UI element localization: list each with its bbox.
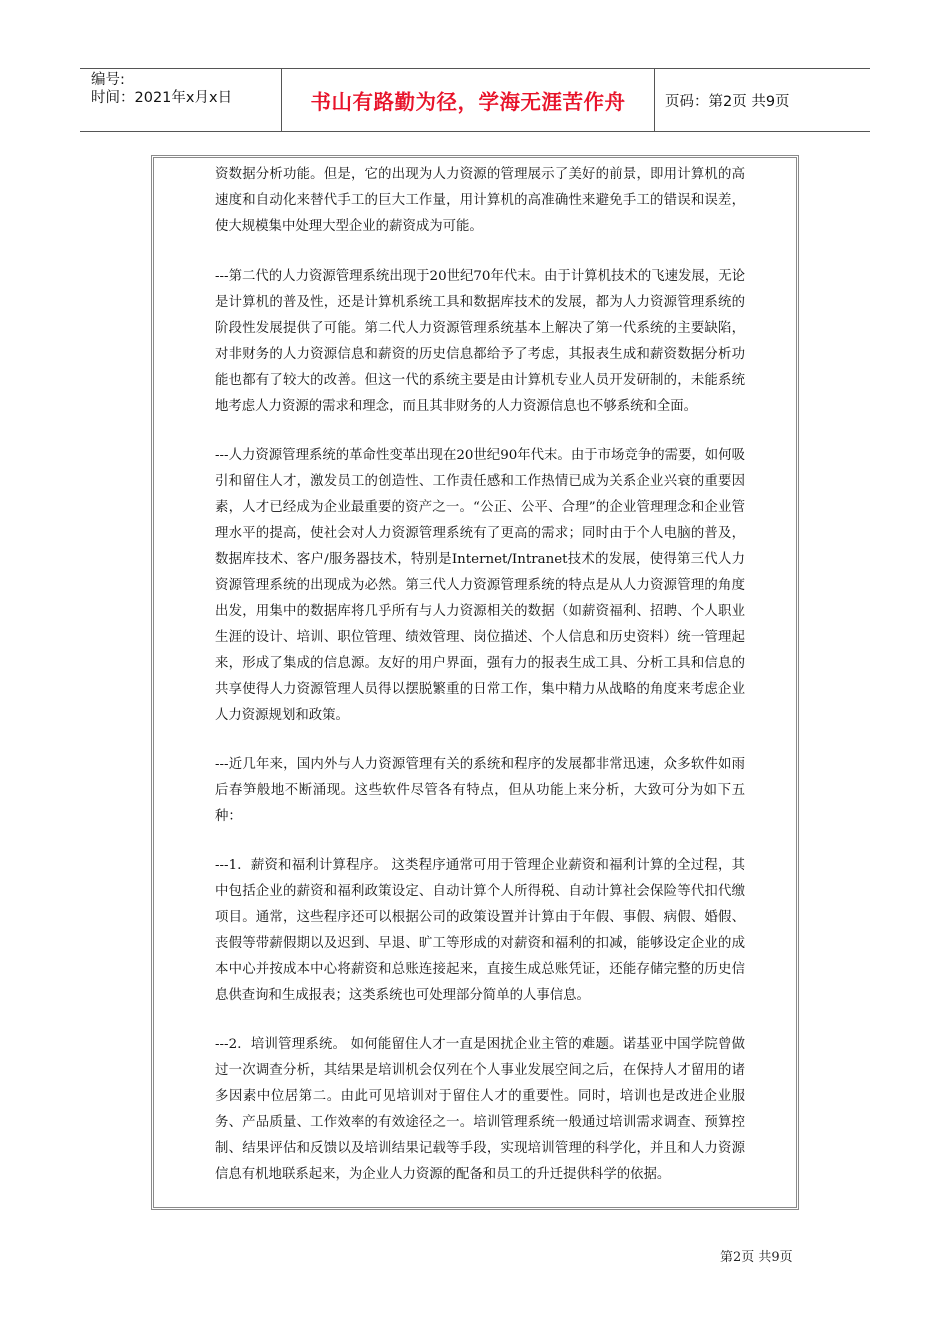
paragraph-third-generation: ---人力资源管理系统的革命性变革出现在20世纪90年代末。由于市场竞争的需要，如何吸引和留住人才，激发员工的创造性、工作责任感和工作热情已成为关系企业兴衰的重要因素，人才已经成为企业最重要的资产之一。“公正、公平、合理”的企业管理理念和企业管理水平的提高，使社会对人力资源管理系统有了更高的需求；同时由于个人电脑的普及，数据库技术、客户/服务器技术，特别是Internet/Intranet技术的发展，使得第三代人力资源管理系统的出现成为必然。第三代人力资源管理系统的特点是从人力资源管理的角度出发，用集中的数据库将几乎所有与人力资源相关的数据（如薪资福利、招聘、个人职业生涯的设计、培训、职位管理、绩效管理、岗位描述、个人信息和历史资料）统一管理起来，形成了集成的信息源。友好的用户界面，强有力的报表生成工具、分析工具和信息的共享使得人力资源管理人员得以摆脱繁重的日常工作，集中精力从战略的角度来考虑企业人力资源规划和政策。 <box>215 448 745 723</box>
header-meta <box>80 69 280 131</box>
paragraph-second-generation: ---第二代的人力资源管理系统出现于20世纪70年代末。由于计算机技术的飞速发展，无论是计算机的普及性，还是计算机系统工具和数据库技术的发展，都为人力资源管理系统的阶段性发展提供了可能。第二代人力资源管理系统基本上解决了第一代系统的主要缺陷，对非财务的人力资源信息和薪资的历史信息都给予了考虑，其报表生成和薪资数据分析功能也都有了较大的改善。但这一代的系统主要是由计算机专业人员开发研制的，未能系统地考虑人力资源的需求和理念，而且其非财务的人力资源信息也不够系统和全面。 <box>215 269 745 414</box>
header-page-code: 页码：第2页 共9页 <box>665 93 790 110</box>
document-time-label: 时间：2021年x月x日 <box>91 90 233 106</box>
page-footer: 第2页 共9页 <box>720 1250 793 1265</box>
motto-text: 书山有路勤为径，学海无涯苦作舟 <box>310 90 626 114</box>
paragraph-recent-years: ---近几年来，国内外与人力资源管理有关的系统和程序的发展都非常迅速，众多软件如雨后春笋般地不断涌现。这些软件尽管各有特点，但从功能上来分析，大致可分为如下五种： <box>215 757 745 824</box>
page-header <box>80 68 870 132</box>
header-page-cell <box>655 69 870 131</box>
paragraph-training-system: ---2．培训管理系统。 如何能留住人才一直是困扰企业主管的难题。诺基亚中国学院曾做过一次调查分析，其结果是培训机会仅列在个人事业发展空间之后，在保持人才留用的诸多因素中位居第二。由此可见培训对于留住人才的重要性。同时，培训也是改进企业服务、产品质量、工作效率的有效途径之一。培训管理系统一般通过培训需求调查、预算控制、结果评估和反馈以及培训结果记载等手段，实现培训管理的科学化，并且和人力资源信息有机地联系起来，为企业人力资源的配备和员工的升迁提供科学的依据。 <box>215 1037 745 1182</box>
paragraph-payroll-programs: ---1．薪资和福利计算程序。 这类程序通常可用于管理企业薪资和福利计算的全过程，其中包括企业的薪资和福利政策设定、自动计算个人所得税、自动计算社会保险等代扣代缴项目。通常，这些程序还可以根据公司的政策设置并计算由于年假、事假、病假、婚假、丧假等带薪假期以及迟到、早退、旷工等形成的对薪资和福利的扣减，能够设定企业的成本中心并按成本中心将薪资和总账连接起来，直接生成总账凭证，还能存储完整的历史信息供查询和生成报表；这类系统也可处理部分简单的人事信息。 <box>215 858 745 1003</box>
header-motto-cell <box>281 69 655 131</box>
document-code-label: 编号: <box>91 72 125 88</box>
body-text <box>215 162 745 1211</box>
paragraph-intro-continuation: 资数据分析功能。但是，它的出现为人力资源的管理展示了美好的前景，即用计算机的高速度和自动化来替代手工的巨大工作量，用计算机的高准确性来避免手工的错误和误差，使大规模集中处理大型企业的薪资成为可能。 <box>215 167 745 234</box>
content-frame <box>151 155 799 1210</box>
